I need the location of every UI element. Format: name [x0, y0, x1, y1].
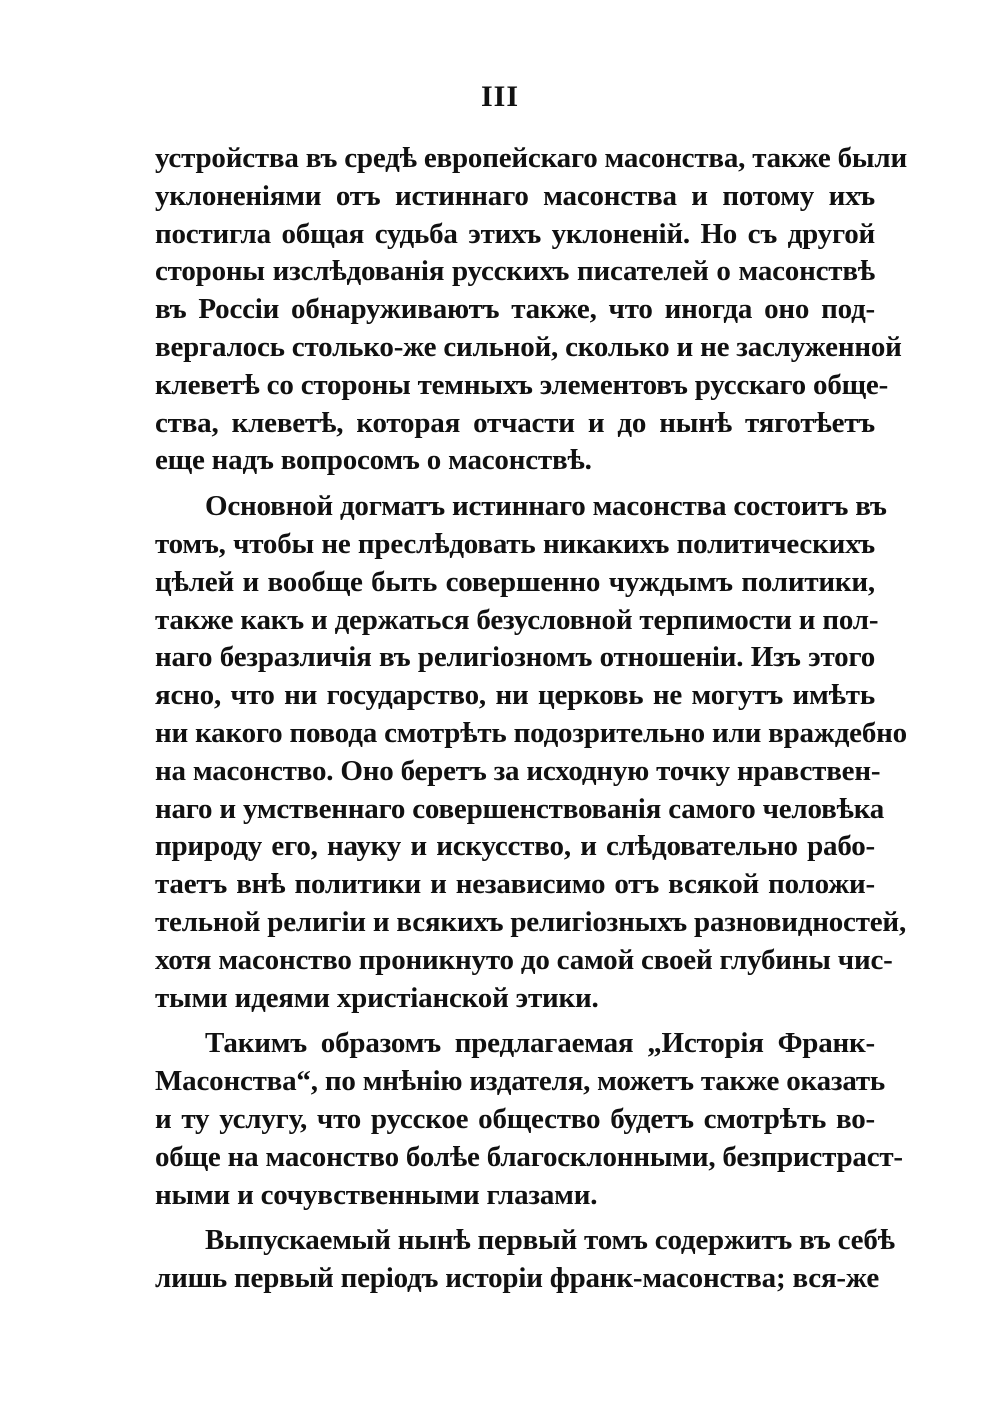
- text-line: устройства въ средѣ европейскаго масонства, также были: [155, 142, 907, 174]
- text-line: Такимъ образомъ предлагаемая „Исторія Франк-: [205, 1027, 875, 1060]
- text-line: также какъ и держаться безусловной терпимости и пол-: [155, 603, 879, 636]
- paragraph-1: [155, 140, 907, 480]
- text-line: природу его, науку и искусство, и слѣдовательно рабо-: [155, 830, 875, 863]
- text-line: Основной догматъ истиннаго масонства состоитъ въ: [205, 490, 887, 523]
- text-line: еще надъ вопросомъ о масонствѣ.: [155, 444, 592, 477]
- text-line: постигла общая судьба этихъ уклоненій. Но съ другой: [155, 217, 875, 250]
- text-line: на масонство. Оно беретъ за исходную точку нравствен-: [155, 754, 881, 787]
- page-number: III: [480, 80, 520, 113]
- text-line: клеветѣ со стороны темныхъ элементовъ русскаго обще-: [155, 368, 889, 401]
- paragraph-2: [155, 488, 907, 1017]
- text-line: ства, клеветѣ, которая отчасти и до нынѣ тяготѣетъ: [155, 406, 875, 439]
- paragraph-3: [155, 1025, 903, 1214]
- text-line: наго безразличія въ религіозномъ отношеніи. Изъ этого: [155, 641, 875, 674]
- text-line: тыми идеями христіанской этики.: [155, 981, 599, 1014]
- text-line: уклоненіями отъ истиннаго масонства и потому ихъ: [155, 179, 875, 212]
- text-line: хотя масонство проникнуто до самой своей глубины чис-: [155, 943, 893, 976]
- text-line: стороны изслѣдованія русскихъ писателей о масонствѣ: [155, 255, 875, 288]
- text-line: Выпускаемый нынѣ первый томъ содержитъ въ себѣ: [205, 1224, 895, 1257]
- text-line: Масонства“, по мнѣнію издателя, можетъ также оказать: [155, 1065, 886, 1098]
- text-line: ными и сочувственными глазами.: [155, 1178, 598, 1211]
- text-line: ни какого повода смотрѣть подозрительно или враждебно: [155, 716, 907, 749]
- body-text: [155, 140, 907, 1306]
- text-line: цѣлей и вообще быть совершенно чуждымъ политики,: [155, 565, 875, 598]
- text-line: томъ, чтобы не преслѣдовать никакихъ политическихъ: [155, 527, 875, 560]
- text-line: тельной религіи и всякихъ религіозныхъ разновидностей,: [155, 905, 906, 938]
- text-line: лишь первый періодъ исторіи франк-масонства; вся-же: [155, 1262, 880, 1295]
- text-line: вергалось столько-же сильной, сколько и не заслуженной: [155, 330, 902, 363]
- text-line: ясно, что ни государство, ни церковь не могутъ имѣть: [155, 679, 875, 712]
- text-line: обще на масонство болѣе благосклонными, безпристраст-: [155, 1140, 903, 1173]
- text-line: наго и умственнаго совершенствованія самого человѣка: [155, 792, 885, 825]
- text-line: и ту услугу, что русское общество будетъ смотрѣть во-: [155, 1102, 875, 1135]
- paragraph-4: [155, 1222, 895, 1298]
- text-line: въ Россіи обнаруживаютъ также, что иногда оно под-: [155, 293, 875, 326]
- text-line: таетъ внѣ политики и независимо отъ всякой положи-: [155, 868, 875, 901]
